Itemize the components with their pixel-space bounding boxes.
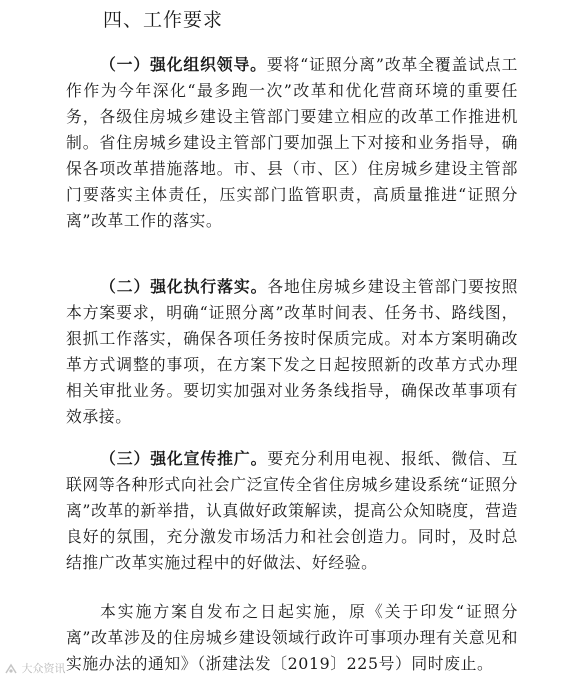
watermark-text: 大众资讯 — [21, 662, 66, 675]
paragraph-body: 各地住房城乡建设主管部门要按照本方案要求，明确“证照分离”改革时间表、任务书、路线图，狠抓工作落实，确保各项任务按时保质完成。对本方案明确改革方式调整的事项，在方案下发之日起按照新的改革方式办理相关审批业务。要切实加强对业务条线指导，确保改革事项有效承接。 — [66, 276, 518, 426]
paragraph-organization-leadership — [66, 52, 518, 234]
paragraph-lead: （一）强化组织领导。 — [100, 54, 267, 74]
paragraph-effective-date — [66, 599, 518, 677]
paragraph-lead: （三）强化宣传推广。 — [100, 448, 268, 468]
paragraph-body: 要将“证照分离”改革全覆盖试点工作作为今年深化“最多跑一次”改革和优化营商环境的重要任务，各级住房城乡建设主管部门要建立相应的改革工作推进机制。省住房城乡建设主管部门要加强上下对接和业务指导，确保各项改革措施落地。市、县（市、区）住房城乡建设主管部门要落实主体责任，压实部门监管职责，高质量推进“证照分离”改革工作的落实。 — [66, 54, 518, 230]
watermark — [4, 660, 66, 676]
paragraph-publicity — [66, 446, 518, 576]
paragraph-body: 要充分利用电视、报纸、微信、互联网等各种形式向社会广泛宣传全省住房城乡建设系统“证照分离”改革的新举措，认真做好政策解读，提高公众知晓度，营造良好的氛围，充分激发市场活力和社会创造力。同时，及时总结推广改革实施过程中的好做法、好经验。 — [66, 448, 518, 572]
logo-mark-icon — [4, 662, 18, 676]
paragraph-lead: （二）强化执行落实。 — [100, 276, 268, 296]
paragraph-body: 本实施方案自发布之日起实施，原《关于印发“证照分离”改革涉及的住房城乡建设领域行政许可事项办理有关意见和实施办法的通知》（浙建法发〔2019〕225号）同时废止。 — [66, 601, 518, 673]
section-heading: 四、工作要求 — [103, 9, 224, 31]
paragraph-execution — [66, 274, 518, 430]
